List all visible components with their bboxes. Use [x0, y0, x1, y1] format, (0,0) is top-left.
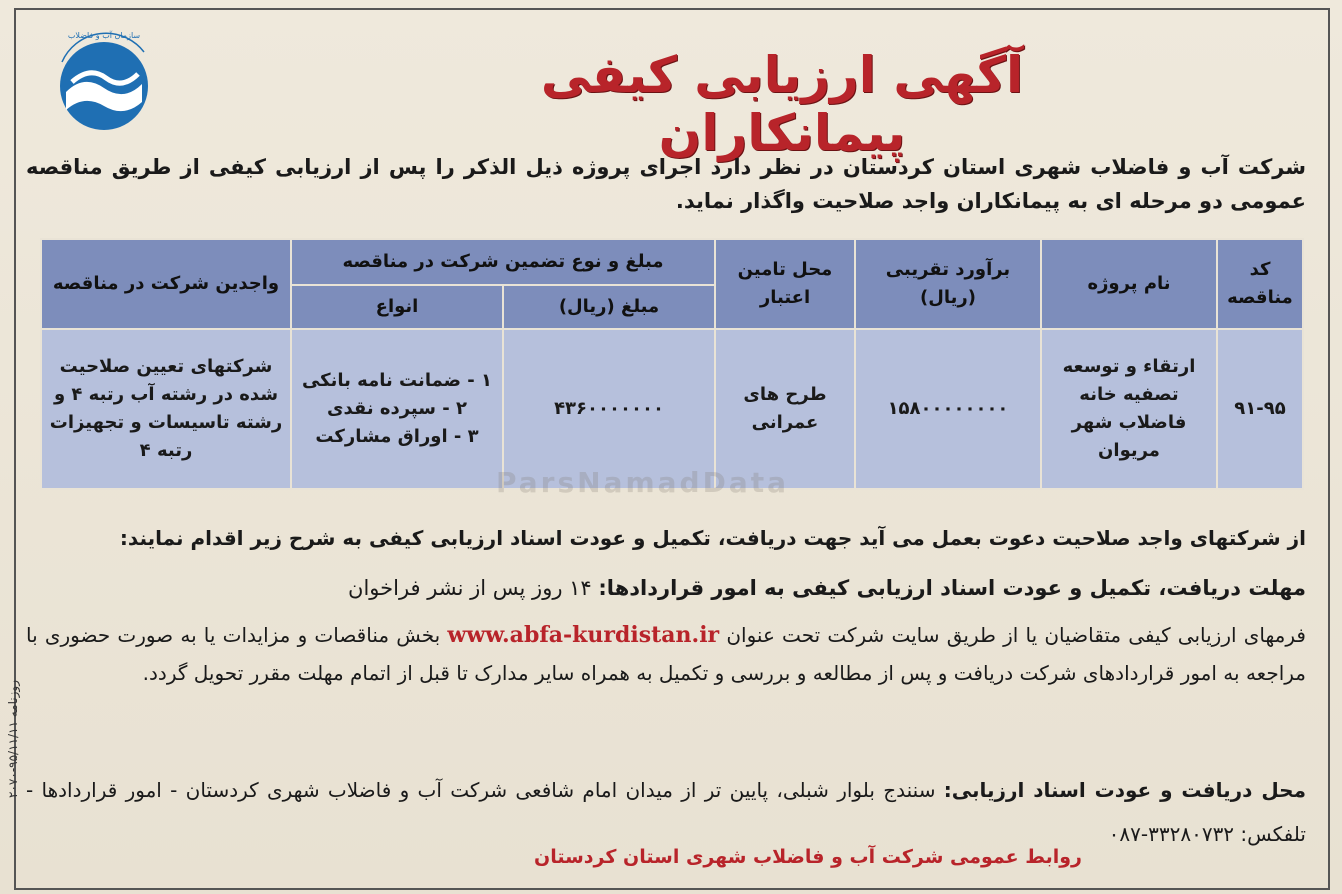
company-name: شرکت آب و فاضلاب شهری استان کردستان: [842, 155, 1307, 179]
cell-guarantee-types: [291, 329, 503, 489]
guarantee-type-item: ۲ - سپرده نقدی: [327, 398, 467, 419]
intro-paragraph: [26, 150, 1306, 218]
cell-estimate: ۱۵۸۰۰۰۰۰۰۰۰: [855, 329, 1041, 489]
ad-title: آگهی ارزیابی کیفی پیمانکاران: [540, 46, 1024, 162]
invite-text: از شرکتهای واجد صلاحیت دعوت بعمل می آید جهت دریافت، تکمیل و عودت اسناد ارزیابی کیفی به شرح زیر اقدام نمایند:: [119, 526, 1306, 550]
water-company-logo-icon: [44, 22, 164, 142]
side-note: روزنامه ۹۵/۱۱/۱۱-۲۰۷۰: [6, 680, 20, 798]
header-guarantee-amount: مبلغ (ریال): [503, 285, 715, 329]
cell-project: ارتقاء و توسعه تصفیه خانه فاضلاب شهر مریوان: [1041, 329, 1217, 489]
place-paragraph: [26, 768, 1306, 856]
cell-eligible: شرکتهای تعیین صلاحیت شده در رشته آب رتبه ۴ و رشته تاسیسات و تجهیزات رتبه ۴: [41, 329, 291, 489]
table-row: [41, 329, 1303, 489]
header-guarantee: مبلغ و نوع تضمین شرکت در مناقصه: [291, 239, 715, 285]
deadline-label: مهلت دریافت، تکمیل و عودت اسناد ارزیابی کیفی به امور قراردادها:: [598, 576, 1306, 600]
forms-before: فرمهای ارزیابی کیفی متقاضیان یا از طریق سایت شرکت تحت عنوان: [719, 623, 1306, 647]
intro-text: در نظر دارد اجرای پروژه ذیل الذکر را پس از ارزیابی کیفی از طریق مناقصه عمومی دو مرحله ای به پیمانکاران واجد صلاحیت واگذار نماید.: [26, 155, 1306, 213]
place-value: سنندج بلوار شبلی، پایین تر از میدان امام شافعی شرکت آب و فاضلاب شهری کردستان - امور قراردادها - تلفکس: ۳۳۲۸۰۷۳۲-۰۸۷: [26, 778, 1306, 846]
cell-guarantee-amount: ۴۳۶۰۰۰۰۰۰۰: [503, 329, 715, 489]
header-guarantee-types: انواع: [291, 285, 503, 329]
guarantee-type-item: ۱ - ضمانت نامه بانکی: [301, 370, 493, 391]
cell-funding: طرح های عمرانی: [715, 329, 855, 489]
header-code: کد مناقصه: [1217, 239, 1303, 329]
forms-paragraph: [26, 616, 1306, 692]
logo-text: سازمان آب و فاضلاب: [67, 31, 141, 40]
header-project: نام پروژه: [1041, 239, 1217, 329]
tender-table: [40, 238, 1304, 490]
forms-after: بخش مناقصات و مزایدات یا به صورت حضوری با مراجعه به امور قراردادهای شرکت دریافت و پس از مطالعه و بررسی و تکمیل به همراه سایر مدارک تا قبل از اتمام مهلت مقرر تحویل گردد.: [26, 623, 1306, 685]
deadline-line: [26, 571, 1306, 605]
guarantee-type-item: ۳ - اوراق مشارکت: [315, 426, 479, 447]
website-link[interactable]: www.abfa-kurdistan.ir: [447, 622, 720, 648]
footer-signature: روابط عمومی شرکت آب و فاضلاب شهری استان کردستان: [534, 846, 1082, 868]
cell-code: ۹۱-۹۵: [1217, 329, 1303, 489]
watermark: ParsNamadData: [496, 466, 789, 499]
header-eligible: واجدین شرکت در مناقصه: [41, 239, 291, 329]
header-estimate: برآورد تقریبی (ریال): [855, 239, 1041, 329]
place-label: محل دریافت و عودت اسناد ارزیابی:: [943, 778, 1306, 802]
header-funding: محل تامین اعتبار: [715, 239, 855, 329]
deadline-value: ۱۴ روز پس از نشر فراخوان: [348, 576, 599, 600]
